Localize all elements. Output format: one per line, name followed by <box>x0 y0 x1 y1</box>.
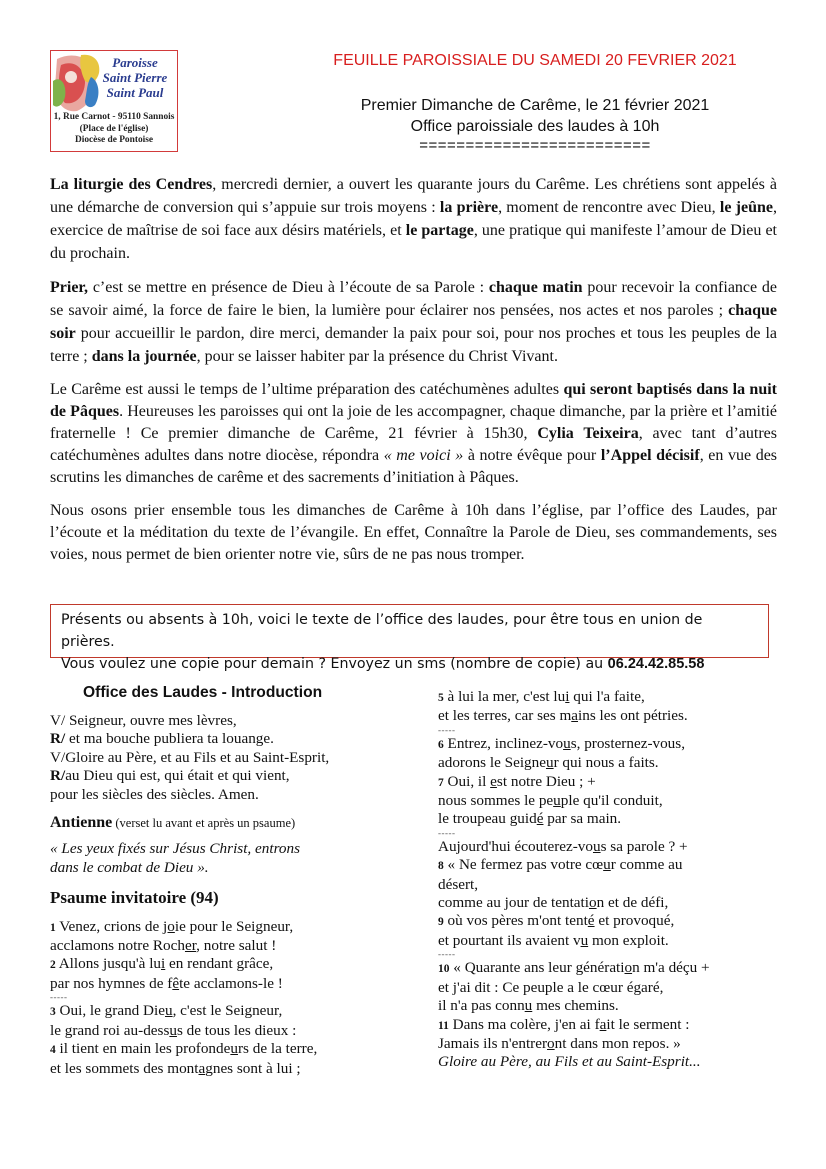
office-left-column <box>50 684 390 1078</box>
verse-1: 1 Venez, crions de joie pour le Seigneur, <box>50 917 294 935</box>
verse-10-cont: et j'ai dit : Ce peuple a le cœur égaré, <box>438 978 664 996</box>
intro-text <box>50 173 777 577</box>
verse-8-cont: désert, <box>438 875 479 893</box>
verse-8: 8 « Ne fermez pas votre cœur comme au <box>438 856 683 874</box>
verse-7: 7 Oui, il est notre Dieu ; + <box>438 772 596 790</box>
antienne-heading: Antienne (verset lu avant et après un psaume) <box>50 814 296 832</box>
notice-line-2: Vous voulez une copie pour demain ? Envoyez un sms (nombre de copie) au 06.24.42.85.58 <box>61 656 705 672</box>
verse-2: 2 Allons jusqu'à lui en rendant grâce, <box>50 955 274 973</box>
antienne-text: « Les yeux fixés sur Jésus Christ, entrons <box>50 840 301 858</box>
versicle: R/ et ma bouche publiera ta louange. <box>50 730 274 748</box>
verse-10-cont: il n'a pas connu mes chemins. <box>438 997 619 1015</box>
verse-2-cont: par nos hymnes de fête acclamons-le ! <box>50 974 283 992</box>
header-rule: ========================= <box>419 137 651 154</box>
parish-address: 1, Rue Carnot - 95110 Sannois (Place de l'église) Diocèse de Pontoise <box>53 112 175 145</box>
verse-6: 6 Entrez, inclinez-vous, prosternez-vous, <box>438 734 685 752</box>
paragraph-catechumenes: Le Carême est aussi le temps de l’ultime préparation des catéchumènes adultes qui seront baptisés dans la nuit de Pâques. Heureuses les paroisses qui ont la joie de les accompagner, chaque dimanche, par la prière et l’amitié fraternelle ! Ce premier dimanche de Carême, 21 février à 15h30, Cylia Teixeira, avec tant d’autres catéchumènes adultes dans notre diocèse, répondra « me voici » à notre évêque pour l’Appel décisif, en vue des scrutins les dimanches de carême et des sacrements d’initiation à Pâques. <box>50 381 778 486</box>
verse-5: 5 à lui la mer, c'est lui qui l'a faite, <box>438 688 645 705</box>
newsletter-title: FEUILLE PAROISSIALE DU SAMEDI 20 FEVRIER 2021 <box>333 52 737 69</box>
verse-3-cont: le grand roi au-dessus de tous les dieux : <box>50 1021 297 1039</box>
verse-11: 11 Dans ma colère, j'en ai fait le serment : <box>438 1015 690 1033</box>
verse-5-cont: et les terres, car ses mains les ont pétries. <box>438 707 688 725</box>
paragraph-prier: Prier, c’est se mettre en présence de Dieu à l’écoute de sa Parole : chaque matin pour recevoir la confiance de se savoir aimé, la force de faire le bien, la lumière pour éclairer nos pensées, nos actes et nos paroles ; chaque soir pour accueillir le pardon, dire merci, demander la paix pour soi, pour nos proches et tous les peuples de la terre ; dans la journée, pour se laisser habiter par la présence du Christ Vivant. <box>50 279 777 365</box>
newsletter-subtitle: Premier Dimanche de Carême, le 21 février 2021 Office paroissiale des laudes à 10h <box>360 97 710 135</box>
verse-4-cont: et les sommets des montagnes sont à lui ; <box>50 1059 301 1077</box>
paragraph-laudes: Nous osons prier ensemble tous les dimanches de Carême à 10h dans l’église, par l’office des Laudes, par l’écoute et la méditation du texte de l’évangile. En effet, Connaître la Parole de Dieu, ses commandements, ses voies, nous permet de bien orienter notre vie, sûrs de ne pas nous tromper. <box>50 502 777 563</box>
versicle: R/au Dieu qui est, qui était et qui vient, <box>50 767 290 785</box>
stanza-separator: ----- <box>438 949 456 960</box>
psalm-title: Psaume invitatoire (94) <box>50 888 219 908</box>
gloria: Gloire au Père, au Fils et au Saint-Esprit... <box>438 1053 701 1071</box>
verse-7-cont: le troupeau guidé par sa main. <box>438 810 622 828</box>
verse-9-cont: et pourtant ils avaient vu mon exploit. <box>438 931 669 949</box>
parish-logo <box>50 50 178 152</box>
verse-4: 4 il tient en main les profondeurs de la terre, <box>50 1040 318 1058</box>
office-right-column <box>438 688 778 1072</box>
stanza-separator: ----- <box>50 992 68 1003</box>
refrain-question: Aujourd'hui écouterez-vous sa parole ? + <box>438 837 688 855</box>
antienne-text: dans le combat de Dieu ». <box>50 858 209 876</box>
verse-11-cont: Jamais ils n'entreront dans mon repos. » <box>438 1034 681 1052</box>
verse-9: 9 où vos pères m'ont tenté et provoqué, <box>438 912 675 930</box>
office-title: Office des Laudes - Introduction <box>83 684 323 701</box>
versicle: V/Gloire au Père, et au Fils et au Saint-Esprit, <box>50 748 330 766</box>
stanza-separator: ----- <box>438 827 456 838</box>
notice-box <box>50 604 769 672</box>
notice-line-1: Présents ou absents à 10h, voici le texte de l’office des laudes, pour être tous en union de prières. <box>61 612 703 650</box>
verse-8-cont: comme au jour de tentation et de défi, <box>438 894 669 912</box>
phone-number: 06.24.42.85.58 <box>607 656 705 672</box>
verse-7-cont: nous sommes le peuple qu'il conduit, <box>438 792 663 810</box>
versicle: V/ Seigneur, ouvre mes lèvres, <box>50 712 237 729</box>
verse-6-cont: adorons le Seigneur qui nous a faits. <box>438 754 659 772</box>
parish-name: Paroisse Saint Pierre Saint Paul <box>102 55 168 100</box>
verse-3: 3 Oui, le grand Dieu, c'est le Seigneur, <box>50 1002 283 1020</box>
verse-1-cont: acclamons notre Rocher, notre salut ! <box>50 937 277 955</box>
stanza-separator: ----- <box>438 724 456 735</box>
paragraph-cendres: La liturgie des Cendres, mercredi dernier, a ouvert les quarante jours du Carême. Les chrétiens sont appelés à une démarche de conversion qui s’appuie sur trois moyens : la prière, moment de rencontre avec Dieu, le jeûne, exercice de maîtrise de soi face aux désirs matériels, et le partage, une pratique qui manifeste l’amour de Dieu et du prochain. <box>50 176 778 262</box>
versicle: pour les siècles des siècles. Amen. <box>50 785 259 803</box>
verse-10: 10 « Quarante ans leur génération m'a déçu + <box>438 959 710 977</box>
